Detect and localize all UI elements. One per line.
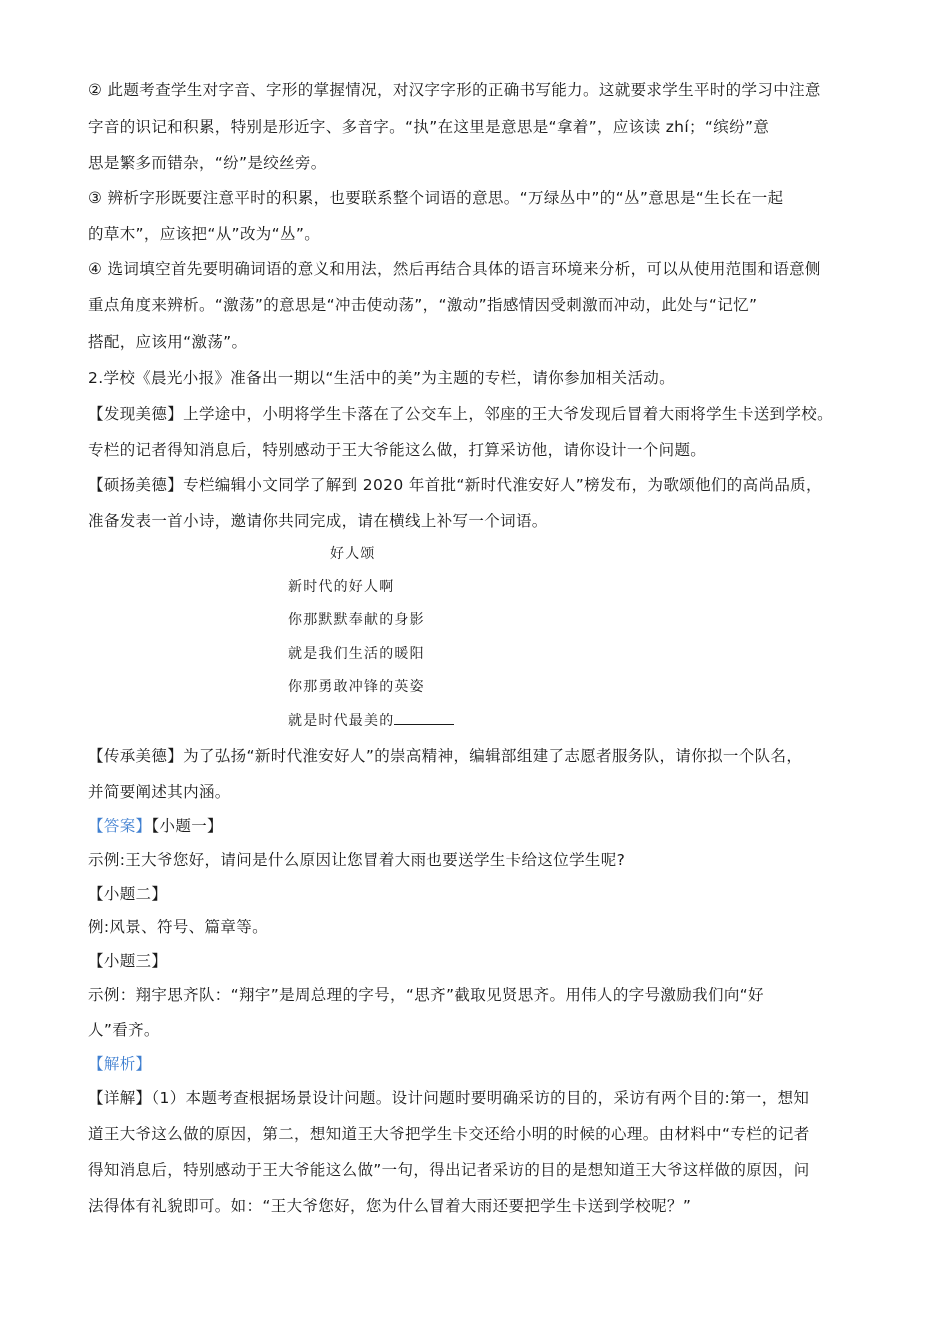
- task-inherit-virtue-line-2: 并简要阐述其内涵。: [88, 783, 231, 801]
- answer-3-text-line-2: 人”看齐。: [88, 1021, 160, 1039]
- analysis-point-2-line-2: 字音的识记和积累，特别是形近字、多音字。“执”在这里是意思是“拿着”，应该读 zhí；“缤纷”意: [88, 118, 770, 136]
- subquestion-3-label: 【小题三】: [88, 952, 168, 970]
- detail-line-4: 法得体有礼貌即可。如：“王大爷您好，您为什么冒着大雨还要把学生卡送到学校呢？”: [88, 1197, 692, 1215]
- question-2-stem: 2.学校《晨光小报》准备出一期以“生活中的美”为主题的专栏，请你参加相关活动。: [88, 369, 676, 387]
- analysis-point-3-line-2: 的草木”，应该把“从”改为“丛”。: [88, 225, 321, 243]
- detail-line-2: 道王大爷这么做的原因，第二，想知道王大爷把学生卡交还给小明的时候的心理。由材料中“专栏的记者: [88, 1125, 810, 1143]
- answer-label: 【答案】: [88, 817, 152, 835]
- poem-line-1: 新时代的好人啊: [288, 579, 395, 595]
- answer-2-text: 例:风景、符号、篇章等。: [88, 918, 268, 936]
- poem-line-3: 就是我们生活的暖阳: [288, 646, 425, 662]
- task-inherit-virtue-line-1: 【传承美德】为了弘扬“新时代淮安好人”的崇高精神，编辑部组建了志愿者服务队，请你拟一个队名，: [88, 747, 803, 765]
- task-discover-virtue-line-2: 专栏的记者得知消息后，特别感动于王大爷能这么做，打算采访他，请你设计一个问题。: [88, 441, 707, 459]
- task-promote-virtue-line-2: 准备发表一首小诗，邀请你共同完成，请在横线上补写一个词语。: [88, 512, 548, 530]
- poem-line-4: 你那勇敢冲锋的英姿: [288, 679, 425, 695]
- answer-header: [88, 815, 223, 837]
- answer-1-text: 示例:王大爷您好，请问是什么原因让您冒着大雨也要送学生卡给这位学生呢?: [88, 851, 626, 869]
- poem-line-5: [288, 710, 454, 731]
- poem-title: 好人颂: [330, 546, 376, 562]
- analysis-point-4-line-2: 重点角度来辨析。“激荡”的意思是“冲击使动荡”，“激动”指感情因受刺激而冲动，此处与“记忆”: [88, 296, 758, 314]
- analysis-point-4-line-1: ④ 选词填空首先要明确词语的意义和用法，然后再结合具体的语言环境来分析，可以从使用范围和语意侧: [88, 260, 821, 278]
- answer-3-text-line-1: 示例：翔宇思齐队：“翔宇”是周总理的字号，“思齐”截取见贤思齐。用伟人的字号激励我们向“好: [88, 986, 764, 1004]
- analysis-point-3-line-1: ③ 辨析字形既要注意平时的积累，也要联系整个词语的意思。“万绿丛中”的“丛”意思是“生长在一起: [88, 189, 784, 207]
- analysis-point-4-line-3: 搭配，应该用“激荡”。: [88, 333, 248, 351]
- task-promote-virtue-line-1: 【硕扬美德】专栏编辑小文同学了解到 2020 年首批“新时代淮安好人”榜发布，为歌颂他们的高尚品质，: [88, 476, 822, 494]
- subquestion-1-label: 【小题一】: [151, 817, 223, 835]
- fill-in-blank: [394, 710, 454, 725]
- task-discover-virtue-line-1: 【发现美德】上学途中，小明将学生卡落在了公交车上，邻座的王大爷发现后冒着大雨将学生卡送到学校。: [88, 405, 833, 423]
- detail-line-1: 【详解】（1）本题考查根据场景设计问题。设计问题时要明确采访的目的，采访有两个目的:第一，想知: [88, 1089, 810, 1107]
- detail-line-3: 得知消息后，特别感动于王大爷能这么做”一句，得出记者采访的目的是想知道王大爷这样做的原因，问: [88, 1161, 810, 1179]
- poem-line-5-text: 就是时代最美的: [288, 713, 395, 729]
- analysis-label: 【解析】: [88, 1055, 152, 1073]
- analysis-point-2-line-1: ② 此题考查学生对字音、字形的掌握情况，对汉字字形的正确书写能力。这就要求学生平时的学习中注意: [88, 81, 821, 99]
- analysis-point-2-line-3: 思是繁多而错杂，“纷”是绞丝旁。: [88, 154, 327, 172]
- poem-line-2: 你那默默奉献的身影: [288, 612, 425, 628]
- subquestion-2-label: 【小题二】: [88, 885, 168, 903]
